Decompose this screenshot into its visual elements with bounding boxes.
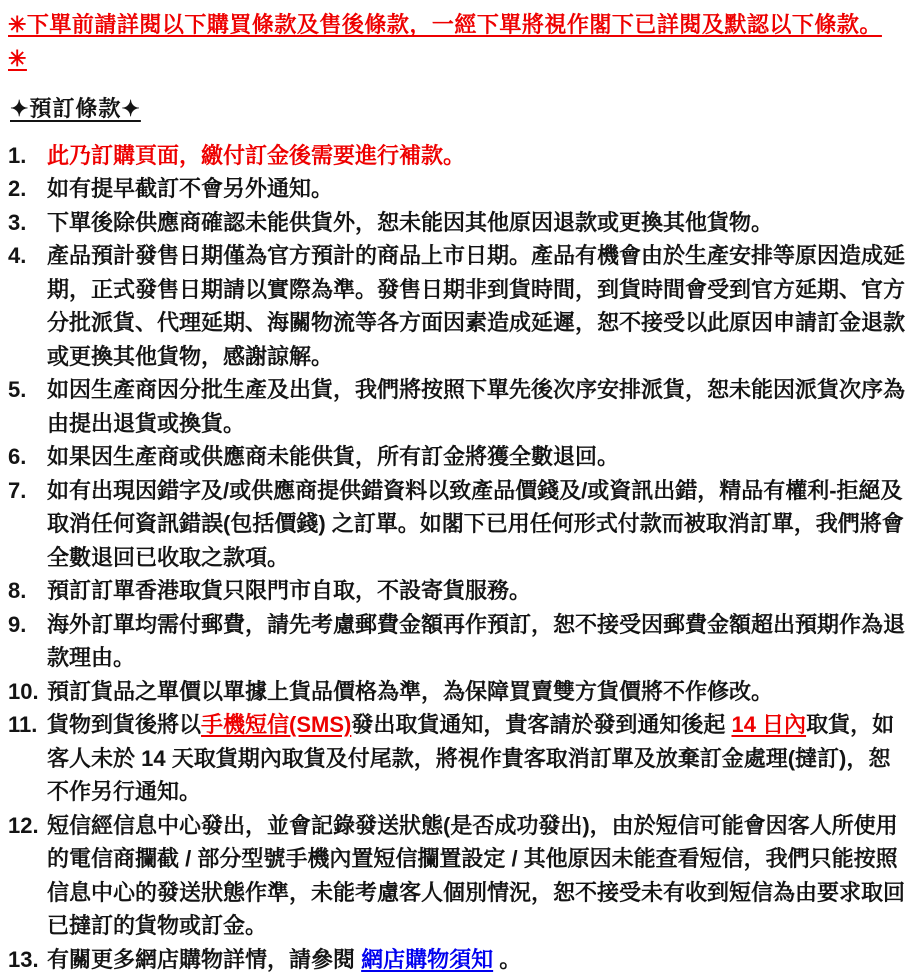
term-text-segment: 有關更多網店購物詳情，請參閱 (47, 947, 361, 972)
term-item (8, 139, 907, 173)
term-item (8, 206, 907, 240)
term-number: 13. (8, 943, 47, 976)
term-text (47, 172, 907, 206)
term-item (8, 608, 907, 675)
term-text-segment: 貨物到貨後將以 (47, 712, 201, 737)
term-number: 10. (8, 675, 47, 709)
store-shopping-notice-link[interactable]: 網店購物須知 (361, 947, 493, 972)
term-item (8, 440, 907, 474)
term-number: 3. (8, 206, 47, 240)
term-number: 2. (8, 172, 47, 206)
term-item (8, 373, 907, 440)
deposit-warning-text: 此乃訂購頁面，繳付訂金後需要進行補款。 (47, 143, 465, 168)
term-text-segment: 預訂訂單香港取貨只限門市自取，不設寄貨服務。 (47, 578, 531, 603)
term-text-segment: 取貨，如客人未於 14 天取貨期內取貨及付尾款，將視作貴客取消訂單及放棄訂金處理(撻訂)，恕不作另行通知。 (47, 712, 894, 804)
section-title-pre-order-terms: ✦預訂條款✦ (10, 92, 141, 126)
term-number: 7. (8, 474, 47, 508)
pickup-deadline-emphasis: 14 日內 (731, 712, 806, 737)
term-item (8, 809, 907, 943)
term-text-segment: 海外訂單均需付郵費，請先考慮郵費金額再作預訂，恕不接受因郵費金額超出預期作為退款理由。 (47, 612, 905, 671)
term-number: 11. (8, 708, 47, 742)
term-item (8, 474, 907, 575)
term-text-segment: 如有提早截訂不會另外通知。 (47, 176, 333, 201)
pre-order-warning-header: ✳下單前請詳閱以下購買條款及售後條款，一經下單將視作閣下已詳閱及默認以下條款。 ✳ (8, 8, 907, 75)
term-number: 1. (8, 139, 47, 173)
term-text-segment: 。 (493, 947, 521, 972)
term-item (8, 708, 907, 809)
term-text-segment: 產品預計發售日期僅為官方預計的商品上市日期。產品有機會由於生產安排等原因造成延期，正式發售日期請以實際為準。發售日期非到貨時間，到貨時間會受到官方延期、官方分批派貨、代理延期、海關物流等各方面因素造成延遲，恕不接受以此原因申請訂金退款或更換其他貨物，感謝諒解。 (47, 243, 905, 369)
term-text-segment: 如有出現因錯字及/或供應商提供錯資料以致產品價錢及/或資訊出錯，精品有權利-拒絕及取消任何資訊錯誤(包括價錢) 之訂單。如閣下已用任何形式付款而被取消訂單，我們將會全數退回已收取之款項。 (47, 478, 904, 570)
term-item (8, 675, 907, 709)
term-text (47, 574, 907, 608)
term-text (47, 474, 907, 575)
term-text (47, 608, 907, 675)
terms-list (8, 139, 907, 976)
term-text-segment: 短信經信息中心發出，並會記錄發送狀態(是否成功發出)，由於短信可能會因客人所使用的電信商攔截 / 部分型號手機內置短信攔置設定 / 其他原因未能查看短信，我們只能按照信息中心的發送狀態作準，未能考慮客人個別情況，恕不接受未有收到短信為由要求取回已撻訂的貨物或訂金。 (47, 813, 905, 939)
term-item (8, 943, 907, 976)
term-text-segment: 下單後除供應商確認未能供貨外，恕未能因其他原因退款或更換其他貨物。 (47, 210, 773, 235)
term-text-segment: 如因生產商因分批生產及出貨，我們將按照下單先後次序安排派貨，恕未能因派貨次序為由提出退貨或換貨。 (47, 377, 905, 436)
term-item (8, 574, 907, 608)
term-text (47, 373, 907, 440)
term-text-segment: 預訂貨品之單價以單據上貨品價格為準，為保障買賣雙方貨價將不作修改。 (47, 679, 773, 704)
term-text (47, 440, 907, 474)
term-text (47, 708, 907, 809)
sms-notice-emphasis: 手機短信(SMS) (201, 712, 351, 737)
term-text (47, 239, 907, 373)
term-text (47, 943, 907, 976)
term-text (47, 809, 907, 943)
term-text-segment: 發出取貨通知，貴客請於發到通知後起 (351, 712, 731, 737)
term-text (47, 206, 907, 240)
term-number: 9. (8, 608, 47, 642)
term-number: 8. (8, 574, 47, 608)
term-text-segment: 如果因生產商或供應商未能供貨，所有訂金將獲全數退回。 (47, 444, 619, 469)
term-number: 6. (8, 440, 47, 474)
term-number: 12. (8, 809, 47, 843)
term-text (47, 675, 907, 709)
term-number: 5. (8, 373, 47, 407)
term-text (47, 139, 907, 173)
term-item (8, 239, 907, 373)
term-item (8, 172, 907, 206)
term-number: 4. (8, 239, 47, 273)
